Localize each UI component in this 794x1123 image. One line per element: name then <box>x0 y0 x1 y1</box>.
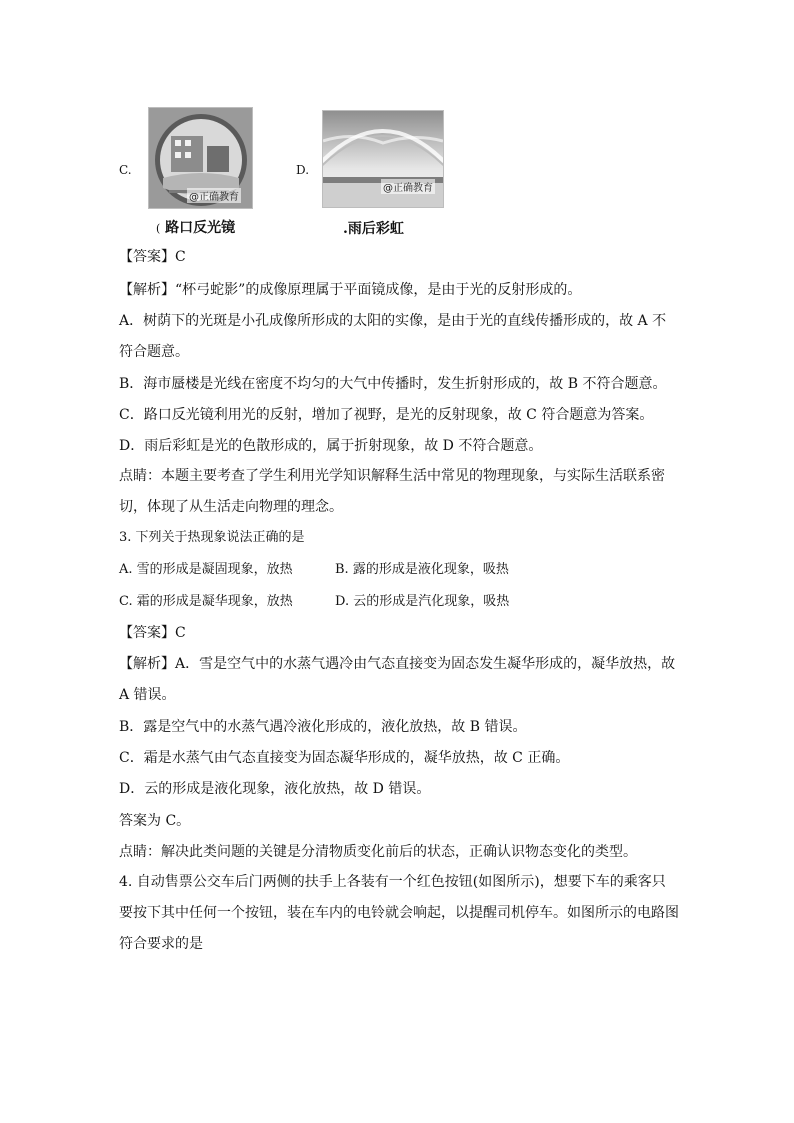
q3-stem: 3. 下列关于热现象说法正确的是 <box>119 530 305 545</box>
q3-conclusion: 答案为 C。 <box>119 813 191 829</box>
q2-note: 点睛：本题主要考查了学生利用光学知识解释生活中常见的物理现象，与实际生活联系密切，体现了从生活走向物理的理念。 <box>119 468 665 515</box>
rainbow-image <box>322 110 444 208</box>
q3-options-row-2 <box>119 592 509 612</box>
rainbow-caption: .雨后彩虹 <box>343 221 404 237</box>
watermark-text: @正确教育 <box>187 188 241 203</box>
q2-option-d-explanation: D．雨后彩虹是光的色散形成的，属于折射现象，故 D 不符合题意。 <box>119 438 543 454</box>
q3-option-d-explanation: D．云的形成是液化现象，液化放热，故 D 错误。 <box>119 781 431 797</box>
q3-option-b: B. 露的形成是液化现象，吸热 <box>335 562 509 577</box>
q3-note: 点睛：解决此类问题的关键是分清物质变化前后的状态，正确认识物态变化的类型。 <box>119 844 637 860</box>
caption-text: 路口反光镜 <box>165 220 236 236</box>
option-d-label: D. <box>296 163 310 177</box>
q3-option-a: A. 雪的形成是凝固现象，放热 <box>119 562 293 577</box>
watermark-text: @正确教育 <box>381 179 435 194</box>
q3-option-d: D. 云的形成是汽化现象，吸热 <box>335 594 510 609</box>
q2-option-c-explanation: C．路口反光镜利用光的反射，增加了视野，是光的反射现象，故 C 符合题意为答案。 <box>119 407 654 423</box>
q3-analysis: 【解析】A．雪是空气中的水蒸气遇冷由气态直接变为固态发生凝华形成的，凝华放热，故 A 错误。 <box>119 656 676 703</box>
q2-answer: 【答案】C <box>119 249 186 265</box>
q2-option-b-explanation: B．海市蜃楼是光线在密度不均匀的大气中传播时，发生折射形成的，故 B 不符合题意。 <box>119 376 667 392</box>
q4-stem: 4. 自动售票公交车后门两侧的扶手上各装有一个红色按钮(如图所示)，想要下车的乘客只要按下其中任何一个按钮，装在车内的电铃就会响起，以提醒司机停车。如图所示的电路图符合要求的是 <box>119 874 679 952</box>
convex-mirror-image <box>148 107 253 209</box>
q3-option-c: C. 霜的形成是凝华现象，放热 <box>119 594 293 609</box>
convex-mirror-caption <box>156 217 235 237</box>
option-c-label: C. <box>119 163 132 177</box>
caption-prefix: ( <box>156 222 161 235</box>
q3-options-row-1 <box>119 560 509 580</box>
q3-option-b-explanation: B．露是空气中的水蒸气遇冷液化形成的，液化放热，故 B 错误。 <box>119 719 527 735</box>
q2-option-a-explanation: A．树荫下的光斑是小孔成像所形成的太阳的实像，是由于光的直线传播形成的，故 A 不符合题意。 <box>119 313 667 360</box>
q3-answer: 【答案】C <box>119 625 186 641</box>
q2-analysis: 【解析】“杯弓蛇影”的成像原理属于平面镜成像，是由于光的反射形成的。 <box>119 282 582 298</box>
q3-option-c-explanation: C．霜是水蒸气由气态直接变为固态凝华形成的，凝华放热，故 C 正确。 <box>119 750 570 766</box>
